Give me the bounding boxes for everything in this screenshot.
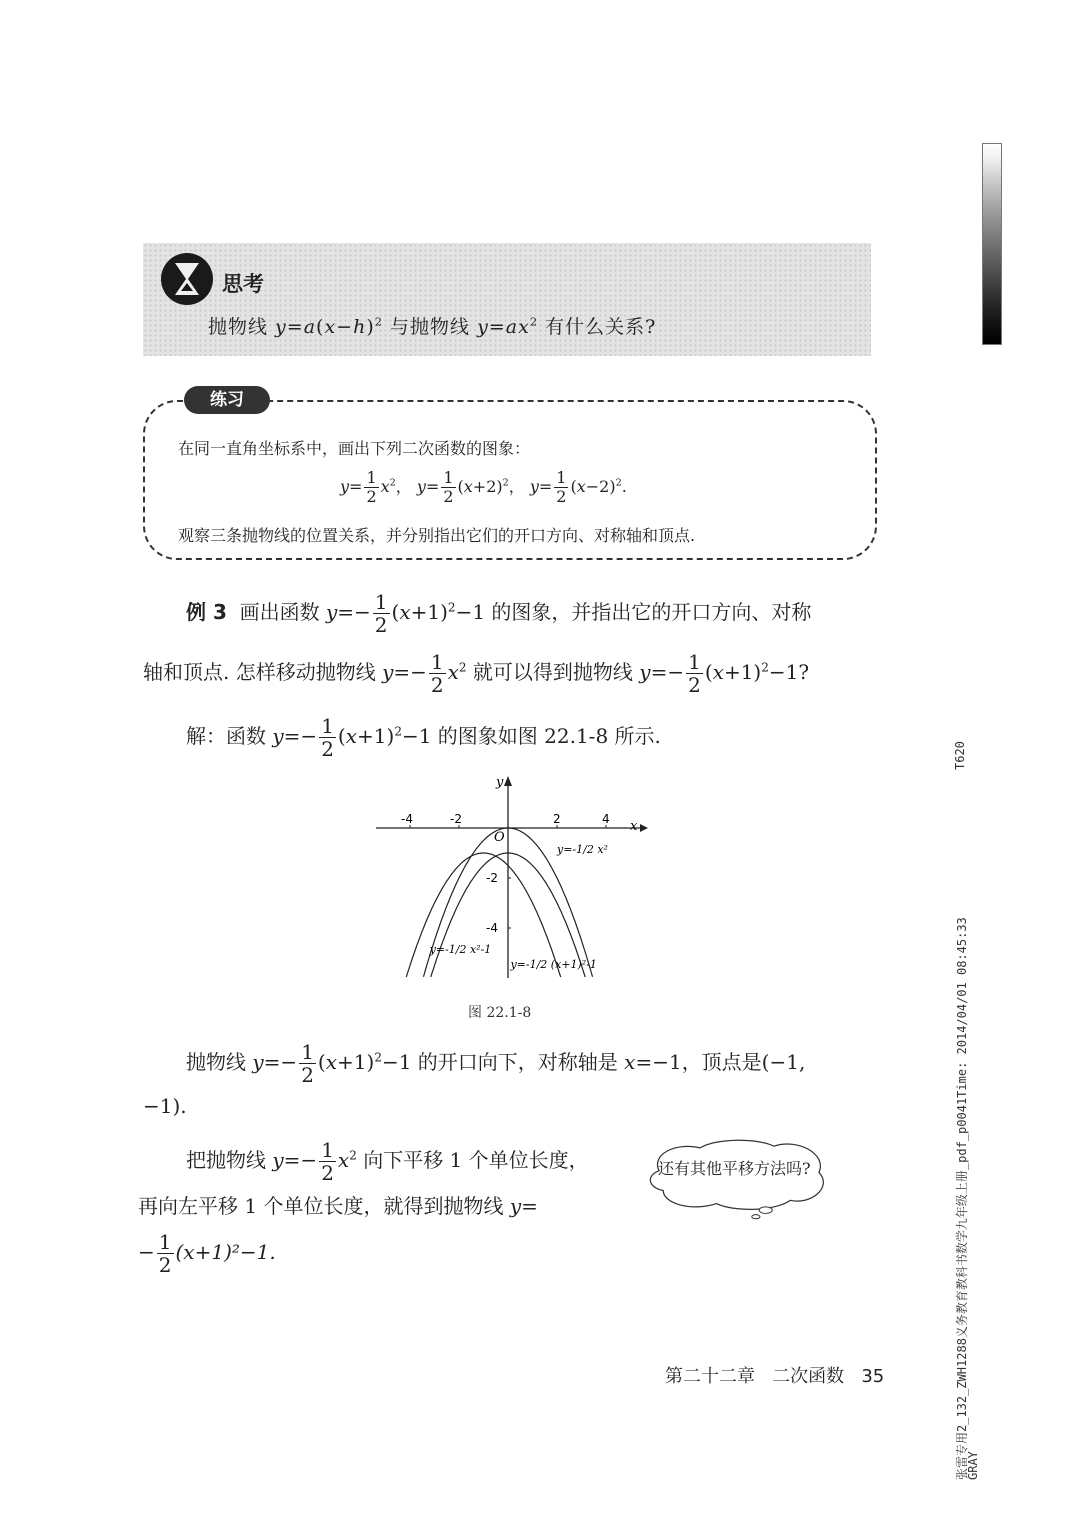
example-line-1: 例 3 画出函数 y=− $\frac{1}{2}$ $(x+1)^2-1$ 的图象，并指出它的开口方向、对称 — [186, 590, 812, 637]
think-box — [143, 243, 871, 356]
think-question: 抛物线 $y=a(x-h)^2$ 与抛物线 $y=ax^2$ 有什么关系? — [208, 314, 657, 338]
example-line-2: 轴和顶点. 怎样移动抛物线 y=− $\frac{1}{2}$ $x^2$ 就可以得到抛物线 y=− $\frac{1}{2}$ $(x+1)^2-1$? — [143, 650, 810, 697]
page-number: 35 — [861, 1366, 885, 1387]
series-label-2: y=-1/2 (x+1)²-1 — [510, 958, 597, 971]
practice-tag: 练习 — [184, 386, 270, 414]
page-footer — [665, 1362, 884, 1388]
x-tick-label: 4 — [602, 812, 610, 826]
parabola-chart — [372, 772, 652, 982]
practice-instruction: 在同一直角坐标系中，画出下列二次函数的图象： — [178, 439, 531, 458]
conclusion-line-2: −1). — [143, 1094, 187, 1118]
chapter-title: 二次函数 — [772, 1366, 845, 1387]
y-axis-arrow — [504, 776, 512, 786]
figure-caption: 图 22.1-8 — [468, 1005, 532, 1021]
shift-line-2: 再向左平移 1 个单位长度，就得到抛物线 y= — [138, 1194, 538, 1218]
series-label-0: y=-1/2 x² — [557, 843, 608, 856]
scan-gray-label: GRAY — [966, 1451, 980, 1480]
practice-functions: y= $\frac{1}{2}$ $x^2$， y= $\frac{1}{2}$ $(x+2)^2$， y= $\frac{1}{2}$ $(x-2)^2$. — [340, 468, 627, 506]
scan-code: T620 — [953, 741, 967, 770]
solution-line: 解：函数 y=− $\frac{1}{2}$ $(x+1)^2-1$ 的图象如图 22.1-8 所示. — [186, 714, 661, 761]
hourglass-icon — [161, 253, 213, 305]
x-tick-label: -4 — [401, 812, 413, 826]
think-title: 思考 — [222, 272, 264, 296]
y-tick-label: -2 — [486, 871, 498, 885]
x-tick-label: 2 — [553, 812, 561, 826]
origin-label: O — [494, 830, 505, 845]
bubble-text: 还有其他平移方法吗? — [658, 1159, 811, 1178]
practice-observe: 观察三条抛物线的位置关系，并分别指出它们的开口方向、对称轴和顶点. — [178, 526, 696, 545]
grayscale-strip — [982, 143, 1002, 345]
conclusion-line-1: 抛物线 y=− $\frac{1}{2}$ $(x+1)^2-1$ 的开口向下，对称轴是 x=−1，顶点是(−1, — [186, 1040, 806, 1087]
scan-metadata: 张雷专用2_132_ZWH1288义务教育教科书数学九年级上册_pdf_p0041Time: 2014/04/01 08:45:33 — [955, 917, 969, 1480]
shift-line-1: 把抛物线 y=− $\frac{1}{2}$ $x^2$ 向下平移 1 个单位长度， — [186, 1138, 589, 1185]
series-label-1: y=-1/2 x²-1 — [429, 943, 492, 956]
chapter-label: 第二十二章 — [665, 1366, 755, 1387]
y-axis-label: y — [496, 775, 504, 790]
x-tick-label: -2 — [450, 812, 462, 826]
x-axis-label: x — [630, 819, 638, 834]
y-tick-label: -4 — [486, 921, 498, 935]
x-axis-arrow — [640, 824, 648, 832]
shift-line-3: − $\frac{1}{2}$ (x+1)²−1. — [138, 1230, 276, 1277]
